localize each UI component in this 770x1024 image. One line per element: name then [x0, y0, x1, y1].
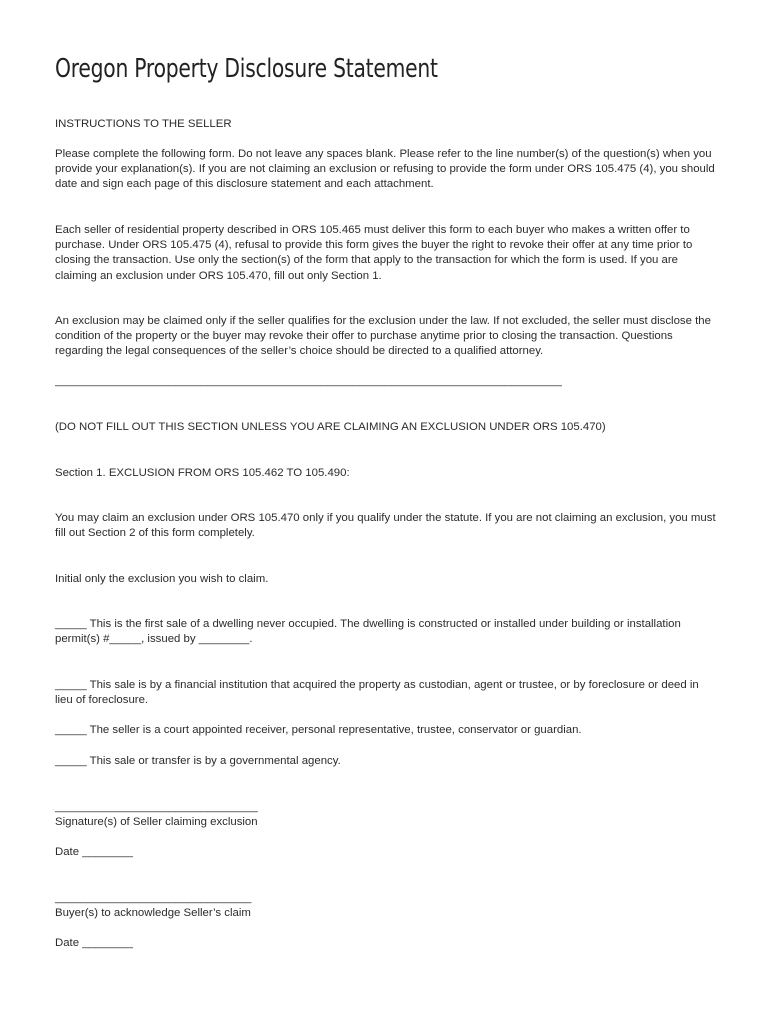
- exclusion-option-court-appointed[interactable]: _____ The seller is a court appointed receiver, personal representative, trustee, conservator or guardian.: [55, 724, 582, 736]
- exclusion-option-governmental-agency[interactable]: _____ This sale or transfer is by a governmental agency.: [55, 755, 341, 767]
- buyer-signature-label: Buyer(s) to acknowledge Seller’s claim: [55, 907, 251, 919]
- initial-instruction: Initial only the exclusion you wish to claim.: [55, 573, 269, 585]
- seller-signature-label: Signature(s) of Seller claiming exclusion: [55, 816, 258, 828]
- instructions-heading: INSTRUCTIONS TO THE SELLER: [55, 118, 232, 130]
- buyer-date-field[interactable]: Date ________: [55, 937, 133, 949]
- instructions-paragraph-2: Each seller of residential property described in ORS 105.465 must deliver this form to each buyer who makes a written offer to purchase. Under ORS 105.475 (4), refusal to provide this form gives the buyer the right to revoke their offer at any time prior to closing the transaction. Use only the section(s) of the form that apply to the transaction for which the form is used. If you are claiming an exclusion under ORS 105.470, fill out only Section 1.: [55, 224, 693, 282]
- seller-date-field[interactable]: Date ________: [55, 846, 133, 858]
- exclusion-notice: (DO NOT FILL OUT THIS SECTION UNLESS YOU ARE CLAIMING AN EXCLUSION UNDER ORS 105.470): [55, 421, 606, 433]
- exclusion-option-new-dwelling[interactable]: _____ This is the first sale of a dwelling never occupied. The dwelling is constructed or installed under building or installation permit(s) #_____, issued by ________.: [55, 618, 681, 646]
- exclusion-option-financial-institution[interactable]: _____ This sale is by a financial institution that acquired the property as custodian, agent or trustee, or by foreclosure or deed in lieu of foreclosure.: [55, 679, 699, 707]
- section-divider: ________________________________________________________________________________: [55, 375, 562, 387]
- section1-intro: You may claim an exclusion under ORS 105.470 only if you qualify under the statute. If you are not claiming an exclusion, you must fill out Section 2 of this form completely.: [55, 512, 716, 540]
- seller-signature-line[interactable]: ________________________________: [55, 801, 258, 813]
- document-title: Oregon Property Disclosure Statement: [55, 54, 438, 84]
- instructions-paragraph-1: Please complete the following form. Do not leave any spaces blank. Please refer to the line number(s) of the question(s) when you provide your explanation(s). If you are not claiming an exclusion or refusing to provide the form under ORS 105.475 (4), you should date and sign each page of this disclosure statement and each attachment.: [55, 148, 715, 191]
- section1-heading: Section 1. EXCLUSION FROM ORS 105.462 TO 105.490:: [55, 467, 350, 479]
- instructions-paragraph-3: An exclusion may be claimed only if the seller qualifies for the exclusion under the law. If not excluded, the seller must disclose the condition of the property or the buyer may revoke their offer to purchase anytime prior to closing the transaction. Questions regarding the legal consequences of the seller’s choice should be directed to a qualified attorney.: [55, 315, 711, 358]
- buyer-signature-line[interactable]: _______________________________: [55, 892, 252, 904]
